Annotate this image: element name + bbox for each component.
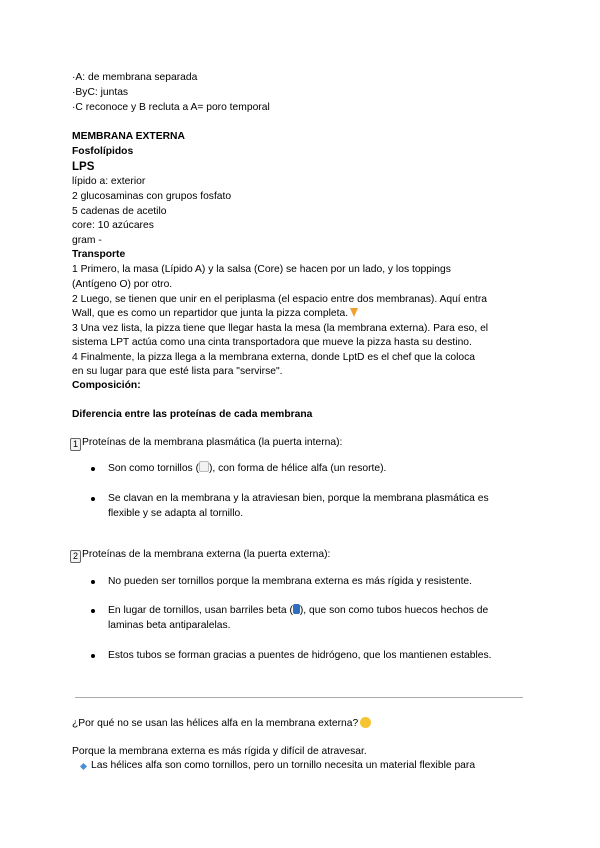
lps-item: core: 10 azúcares	[72, 220, 154, 231]
plasmatica-bullet-1-text-a: Son como tornillos (	[108, 463, 199, 474]
heading-lps: LPS	[72, 161, 95, 173]
pizza-icon	[350, 308, 358, 317]
plasmatica-bullet-2-line-2: flexible y se adapta al tornillo.	[108, 508, 244, 519]
externa-bullet-2-line-2: laminas beta antiparalelas.	[108, 620, 231, 631]
barrel-icon	[293, 604, 300, 614]
transporte-line: 3 Una vez lista, la pizza tiene que llegar hasta la mesa (la membrana externa). Para eso, el	[72, 323, 489, 334]
last-bullet-text: Las hélices alfa son como tornillos, pero un tornillo necesita un material flexible para	[91, 760, 476, 771]
transporte-line: (Antígeno O) por otro.	[72, 279, 173, 290]
externa-bullet-2-text-b: ), que son como tubos huecos hechos de	[299, 605, 489, 616]
externa-heading: Proteínas de la membrana externa (la puerta externa):	[82, 549, 331, 560]
transporte-line: 4 Finalmente, la pizza llega a la membrana externa, donde LptD es el chef que la coloca	[72, 352, 475, 363]
answer-text: Porque la membrana externa es más rígida y difícil de atravesar.	[72, 746, 367, 757]
plasmatica-bullet-2-line-1: Se clavan en la membrana y la atraviesan bien, porque la membrana plasmática es	[108, 493, 489, 504]
plasmatica-bullet-1	[108, 461, 386, 476]
bullet-dot-icon	[91, 467, 95, 471]
number-one-icon: 1	[70, 438, 81, 451]
intro-line-a: ·A: de membrana separada	[72, 72, 198, 83]
plasmatica-bullet-1-text-b: ), con forma de hélice alfa (un resorte).	[209, 463, 387, 474]
bullet-dot-icon	[91, 497, 95, 501]
externa-bullet-2-text-a: En lugar de tornillos, usan barriles beta (	[108, 605, 293, 616]
thinking-face-icon	[360, 717, 371, 728]
heading-transporte: Transporte	[72, 249, 126, 260]
question-text: ¿Por qué no se usan las hélices alfa en la membrana externa?	[72, 718, 359, 729]
externa-heading-row	[70, 548, 330, 563]
externa-bullet-2-line-1	[108, 603, 488, 618]
lps-item: 5 cadenas de acetilo	[72, 206, 167, 217]
intro-line-byc: ·ByC: juntas	[72, 87, 129, 98]
transporte-line: 1 Primero, la masa (Lípido A) y la salsa (Core) se hacen por un lado, y los toppings	[72, 264, 451, 275]
lps-item: lípido a: exterior	[72, 176, 146, 187]
heading-composicion: Composición:	[72, 380, 141, 391]
lps-item: 2 glucosaminas con grupos fosfato	[72, 191, 232, 202]
plasmatica-heading-row	[70, 436, 342, 451]
intro-line-c: ·C reconoce y B recluta a A= poro temporal	[72, 102, 270, 113]
number-two-icon: 2	[70, 550, 81, 563]
lps-item: gram -	[72, 235, 102, 246]
transporte-line: sistema LPT actúa como una cinta transportadora que mueve la pizza hasta su destino.	[72, 337, 472, 348]
heading-membrana-externa: MEMBRANA EXTERNA	[72, 131, 185, 142]
bullet-dot-icon	[91, 609, 95, 613]
transporte-line: 2 Luego, se tienen que unir en el periplasma (el espacio entre dos membranas). Aquí entra	[72, 294, 487, 305]
transporte-line-text: Wall, que es como un repartidor que junta la pizza completa.	[72, 308, 349, 319]
transporte-line	[72, 307, 358, 321]
transporte-line: en su lugar para que esté lista para "servirse".	[72, 366, 283, 377]
bullet-dot-icon	[91, 654, 95, 658]
externa-bullet-3: Estos tubos se forman gracias a puentes de hidrógeno, que los mantienen estables.	[108, 650, 492, 661]
screw-icon	[199, 461, 209, 472]
heading-diferencia: Diferencia entre las proteínas de cada membrana	[72, 409, 313, 420]
externa-bullet-1: No pueden ser tornillos porque la membrana externa es más rígida y resistente.	[108, 576, 473, 587]
heading-fosfolipidos: Fosfolípidos	[72, 146, 134, 157]
horizontal-divider	[75, 697, 523, 698]
plasmatica-heading: Proteínas de la membrana plasmática (la puerta interna):	[82, 437, 343, 448]
blue-bullet-icon	[80, 763, 87, 770]
question-row	[72, 717, 371, 731]
bullet-dot-icon	[91, 580, 95, 584]
